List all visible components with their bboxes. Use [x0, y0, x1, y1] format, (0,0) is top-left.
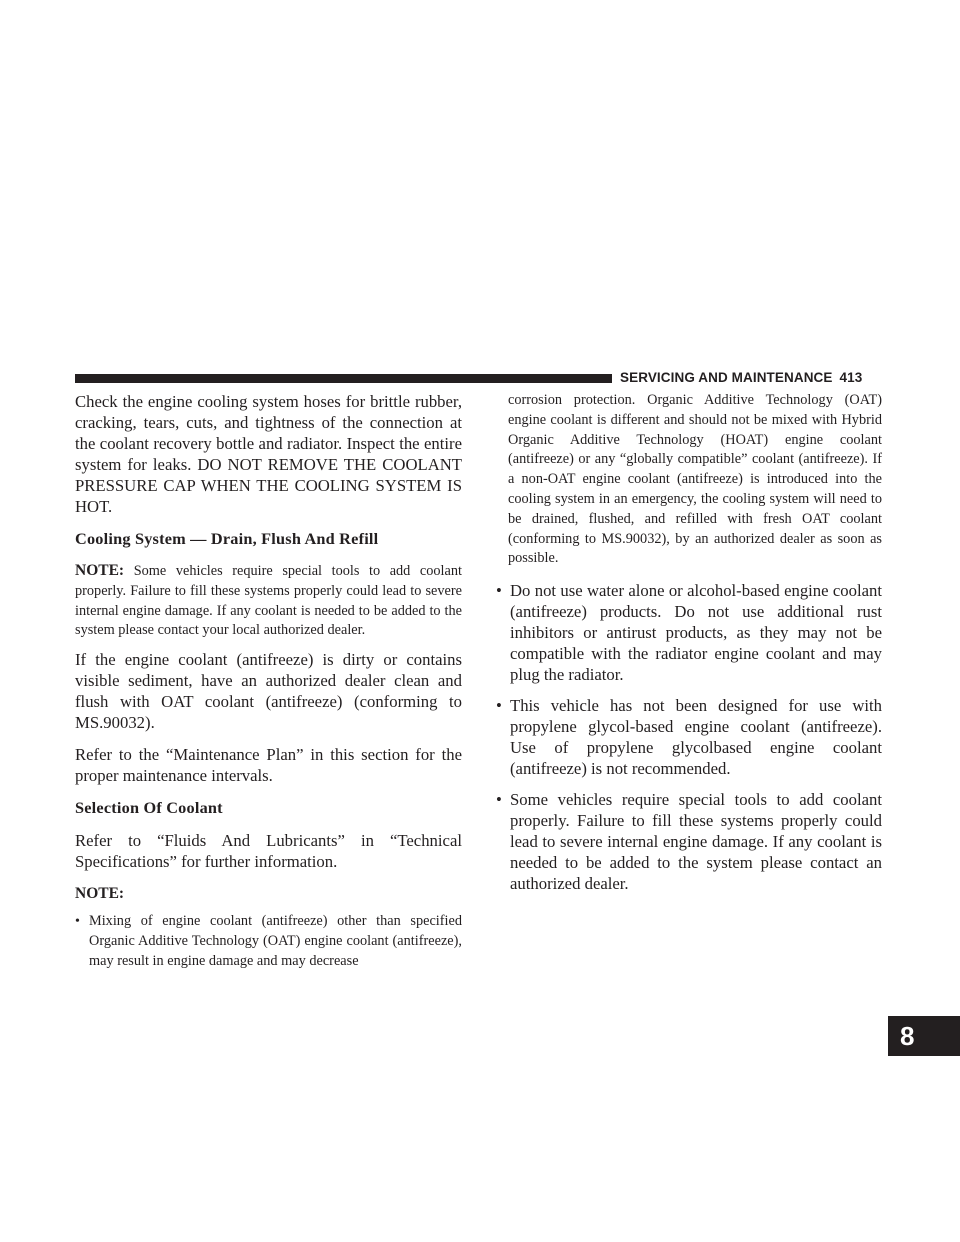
- section-title: SERVICING AND MAINTENANCE: [620, 370, 833, 385]
- chapter-tab: 8: [888, 1016, 960, 1056]
- list-item: [496, 580, 882, 685]
- coolant-bullet-list: [496, 580, 882, 894]
- paragraph-fluids-reference: Refer to “Fluids And Lubricants” in “Technical Specifications” for further information.: [75, 831, 462, 872]
- header-rule: [75, 374, 612, 383]
- page-number: 413: [839, 370, 863, 385]
- paragraph-hose-inspection: Check the engine cooling system hoses for brittle rubber, cracking, tears, cuts, and tightness of the connection at the coolant recovery bottle and radiator. Inspect the entire system for leaks. DO NOT REMOVE THE COOLANT PRESSURE CAP WHEN THE COOLING SYSTEM IS HOT.: [75, 392, 462, 516]
- list-item-text: Some vehicles require special tools to add coolant properly. Failure to fill these systems properly could lead to severe internal engine damage. If any coolant is needed to be added to the system please contact an authorized dealer.: [510, 790, 882, 894]
- running-header: [620, 370, 890, 385]
- list-item: [75, 912, 462, 971]
- left-column: [75, 391, 462, 972]
- list-item-text: This vehicle has not been designed for use with propylene glycol-based engine coolant (antifreeze). Use of propylene glycolbased engine coolant (antifreeze) is not recommended.: [510, 696, 882, 779]
- bullet-icon: •: [496, 696, 502, 716]
- list-item: [496, 789, 882, 894]
- bullet-icon: •: [75, 914, 80, 930]
- heading-selection-of-coolant: Selection Of Coolant: [75, 798, 223, 818]
- list-item-text: Do not use water alone or alcohol-based engine coolant (antifreeze) products. Do not use additional rust inhibitors or antirust products, as they may not be compatible with the radiator engine coolant and may plug the radiator.: [510, 581, 882, 685]
- note-label: NOTE:: [75, 562, 125, 579]
- note-special-tools: [75, 561, 462, 641]
- paragraph-maintenance-plan: Refer to the “Maintenance Plan” in this section for the proper maintenance intervals.: [75, 745, 462, 786]
- note-bullet-list: [75, 912, 462, 971]
- list-item-continuation: corrosion protection. Organic Additive Technology (OAT) engine coolant is different and should not be mixed with Hybrid Organic Additive Technology (HOAT) engine coolant (antifreeze) or any “globally compatible” coolant (antifreeze). If a non-OAT engine coolant (antifreeze) is introduced into the cooling system in an emergency, the cooling system will need to be drained, flushed, and refilled with fresh OAT coolant (conforming to MS.90032), by an authorized dealer as soon as possible.: [508, 392, 882, 567]
- paragraph-dirty-coolant: If the engine coolant (antifreeze) is dirty or contains visible sediment, have an authorized dealer clean and flush with OAT coolant (antifreeze) (conforming to MS.90032).: [75, 650, 462, 733]
- list-item-text: Mixing of engine coolant (antifreeze) other than specified Organic Additive Technology (OAT) engine coolant (antifreeze), may result in engine damage and may decrease: [89, 913, 462, 969]
- bullet-icon: •: [496, 581, 502, 601]
- list-item: [496, 695, 882, 779]
- right-column: [496, 391, 882, 904]
- heading-drain-flush-refill: Cooling System — Drain, Flush And Refill: [75, 529, 379, 548]
- note-label: NOTE:: [75, 885, 125, 903]
- bullet-icon: •: [496, 790, 502, 810]
- note-text: Some vehicles require special tools to add coolant properly. Failure to fill these systems properly could lead to severe internal engine damage. If any coolant is needed to be added to the system please contact your local authorized dealer.: [75, 563, 462, 639]
